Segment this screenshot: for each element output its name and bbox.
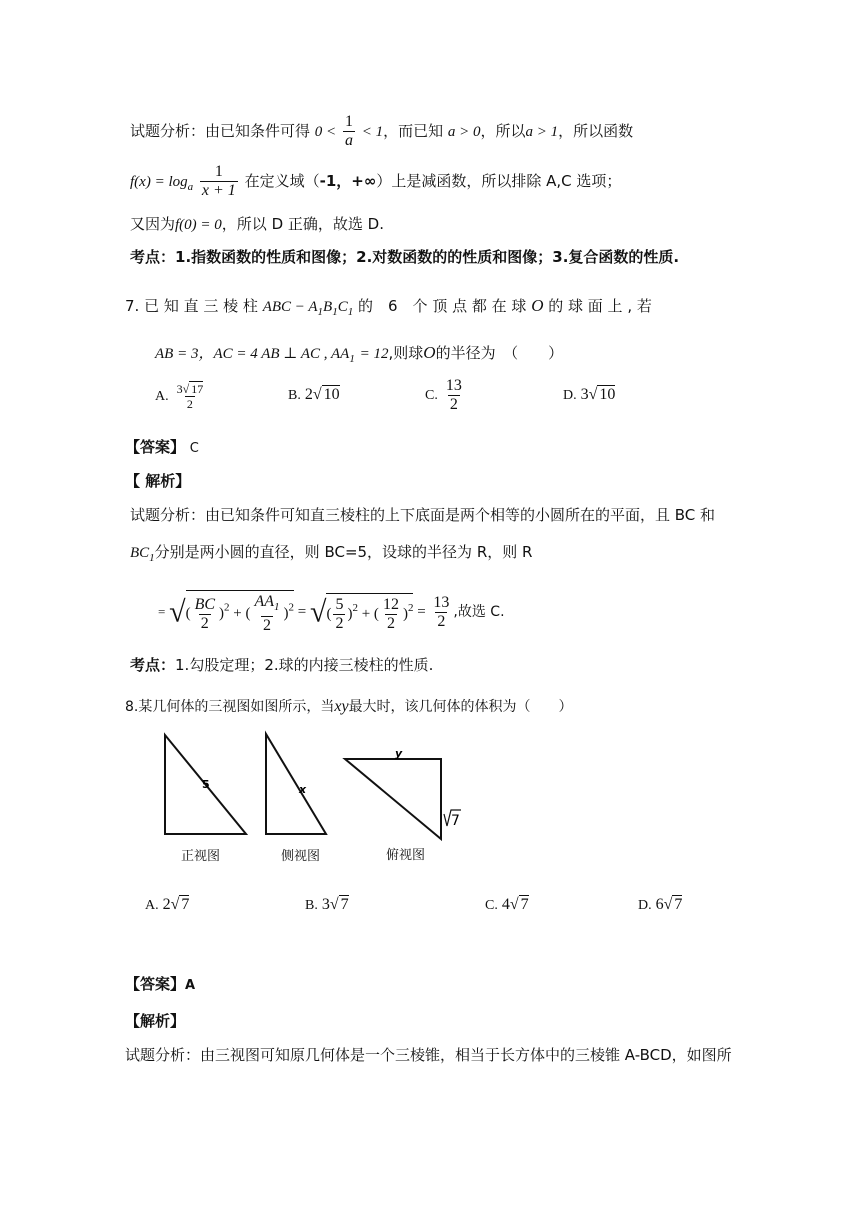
math-log-function: f(x) = log xyxy=(130,174,188,190)
answer-label: 【答案】 xyxy=(125,975,186,993)
equals-sign: = xyxy=(417,603,426,620)
top-view xyxy=(345,747,461,839)
text: 最大时，该几何体的体积为（ ） xyxy=(348,699,573,715)
key-points-line xyxy=(130,247,679,267)
q7-option-c[interactable] xyxy=(425,377,466,414)
top-view-triangle xyxy=(345,759,441,839)
exponent: 2 xyxy=(407,601,414,614)
fraction xyxy=(444,377,464,414)
answer-value: A xyxy=(185,978,196,993)
coefficient: 3 xyxy=(580,386,589,403)
q8-answer xyxy=(125,974,195,996)
text: ,则球 xyxy=(388,344,424,362)
subscript: 1 xyxy=(349,353,355,365)
denominator: 2 xyxy=(449,396,458,413)
denominator: 2 xyxy=(386,614,395,632)
q7-analysis-label: 【 解析】 xyxy=(125,472,191,490)
sqrt-symbol: √ xyxy=(310,595,327,629)
numerator-part: AA xyxy=(254,593,275,610)
domain-interval: -1，+∞ xyxy=(319,172,377,190)
top-view-side-label xyxy=(444,810,461,829)
text: ）上是减函数，所以排除 A,C 选项； xyxy=(376,172,622,190)
option-label: C. xyxy=(485,898,498,913)
text: 试题分析：由已知条件可得 xyxy=(130,122,311,140)
q7-formula xyxy=(158,590,505,635)
q7-stem-line-2 xyxy=(155,343,563,369)
radicand: 7 xyxy=(674,896,683,913)
option-label: D. xyxy=(563,388,577,403)
denominator: 2 xyxy=(186,397,193,411)
math-f0: f(0) = 0 xyxy=(175,217,222,233)
coefficient: 2 xyxy=(304,386,313,403)
numerator: 13 xyxy=(445,377,462,394)
subscript: 1 xyxy=(347,306,354,318)
text: ，所以函数 xyxy=(558,122,634,140)
math-part: C xyxy=(337,299,348,315)
numerator xyxy=(252,593,281,616)
radicand-group: ( $\frac{5}{2}$ )$^2$ + ( $\frac{12}{2}$ )$^2$ xyxy=(326,593,413,633)
exponent: 2 xyxy=(224,601,230,614)
numerator: 13 xyxy=(433,594,450,611)
exponent: 2 xyxy=(352,601,358,614)
text: 的 球 面 上 , 若 xyxy=(548,297,652,315)
option-label: B. xyxy=(288,388,301,403)
q7-stem-line-1 xyxy=(125,296,652,322)
q7-option-b[interactable]: B. 2√ 10 xyxy=(288,386,340,403)
option-label: A. xyxy=(155,389,169,405)
q8-analysis-line-1: 试题分析：由三视图可知原几何体是一个三棱锥，相当于长方体中的三棱锥 A-BCD，如图所 xyxy=(125,1046,732,1064)
math-bc1: BC xyxy=(130,545,150,561)
text: 的半径为 （ ） xyxy=(435,344,564,362)
radicand: 17 xyxy=(191,382,204,396)
math-sphere-o: O xyxy=(423,343,436,362)
denominator: 2 xyxy=(335,614,344,632)
text: 7. 已 知 直 三 棱 柱 xyxy=(125,297,258,315)
analysis-line-1 xyxy=(130,113,633,150)
option-label: A. xyxy=(145,898,159,913)
key-points-label: 考点： xyxy=(130,248,176,266)
key-points-text: 1.勾股定理；2.球的内接三棱柱的性质. xyxy=(175,656,434,674)
caption-top-view: 俯视图 xyxy=(386,848,426,863)
text: ，所以 xyxy=(480,122,526,140)
denominator: 2 xyxy=(200,614,209,632)
side-view-label: x xyxy=(299,783,307,796)
q7-answer xyxy=(125,437,199,459)
caption-side-view: 侧视图 xyxy=(281,849,321,864)
math-inequality-left: 0 < xyxy=(314,124,337,140)
fraction xyxy=(252,593,281,635)
denominator: 2 xyxy=(437,613,446,630)
text: 又因为 xyxy=(130,215,176,233)
radicand: 7 xyxy=(181,896,190,913)
log-base: a xyxy=(187,181,194,193)
math-inequality-right: < 1 xyxy=(361,124,384,140)
subscript: 1 xyxy=(149,552,155,564)
radicand-group: ( $\frac{BC}{2}$ )$^2$ + ( $\frac{AA_1}{2}$ )$^2$ xyxy=(186,590,294,635)
q8-option-c[interactable]: C. 4√ 7 xyxy=(485,896,529,913)
numerator: 5 xyxy=(335,595,344,613)
math-aa1-value: = 12 xyxy=(359,346,389,362)
text: ，所以 D 正确，故选 D. xyxy=(221,215,384,233)
caption-front-view: 正视图 xyxy=(181,849,221,864)
denominator: 2 xyxy=(263,617,271,634)
text: ，而已知 xyxy=(383,122,444,140)
math-conditions: AB = 3，AC = 4 AB ⊥ AC , AA xyxy=(155,346,350,362)
numerator: 1 xyxy=(214,163,223,180)
radicand: 7 xyxy=(340,896,349,913)
math-part: B xyxy=(323,299,333,315)
q8-option-a[interactable]: A. 2√ 7 xyxy=(145,896,190,913)
top-view-side-value: 7 xyxy=(451,813,460,829)
answer-value: C xyxy=(189,441,199,456)
math-a-gt-1: a > 1 xyxy=(525,124,559,140)
option-label: B. xyxy=(305,898,318,913)
subscript: 1 xyxy=(332,306,338,318)
analysis-line-3 xyxy=(130,214,384,235)
fraction-result xyxy=(431,594,451,631)
answer-label: 【答案】 xyxy=(125,438,186,456)
q8-stem xyxy=(125,697,573,717)
front-view xyxy=(165,735,246,834)
text: 的 6 个 顶 点 都 在 球 xyxy=(358,297,527,315)
option-label: D. xyxy=(638,898,652,913)
sqrt-symbol: √ xyxy=(169,595,186,629)
radicand: 7 xyxy=(520,896,529,913)
q7-analysis-line-1: 试题分析：由已知条件可知直三棱柱的上下底面是两个相等的小圆所在的平面，且 BC 和 xyxy=(130,506,716,524)
q8-option-d[interactable]: D. 6√ 7 xyxy=(638,896,683,913)
subscript: 1 xyxy=(274,601,280,613)
coefficient: 3 xyxy=(321,896,330,913)
side-view xyxy=(266,734,326,834)
fraction xyxy=(175,382,206,411)
text: 在定义域（ xyxy=(244,172,320,190)
text: 分别是两小圆的直径，则 BC=5，设球的半径为 R，则 R xyxy=(154,543,533,561)
numerator: 3√ 17 xyxy=(176,382,204,396)
subscript: 1 xyxy=(317,306,324,318)
text: ,故选 C. xyxy=(453,603,505,620)
fraction-1-over-a xyxy=(343,113,355,150)
math-prism-name xyxy=(262,299,354,318)
q7-analysis-line-2 xyxy=(130,542,532,568)
radicand: 10 xyxy=(599,386,616,403)
math-a-positive: a > 0 xyxy=(447,124,481,140)
math-xy: xy xyxy=(334,698,349,715)
q8-analysis-label: 【解析】 xyxy=(125,1012,186,1030)
top-view-label: y xyxy=(395,747,403,760)
fraction-1-over-x-plus-1 xyxy=(200,163,238,200)
q7-option-a[interactable] xyxy=(155,382,207,411)
equals-sign: = xyxy=(158,603,166,619)
coefficient: 2 xyxy=(162,896,171,913)
key-points-text: 1.指数函数的性质和图像；2.对数函数的的性质和图像；3.复合函数的性质. xyxy=(175,248,680,266)
coefficient: 3 xyxy=(176,382,183,396)
exponent: 2 xyxy=(288,601,295,614)
side-view-triangle xyxy=(266,734,326,834)
front-view-label: 5 xyxy=(202,778,210,791)
q7-option-d[interactable]: D. 3√ 10 xyxy=(563,386,616,403)
analysis-line-2 xyxy=(130,163,621,200)
text: 8.某几何体的三视图如图所示，当 xyxy=(125,699,335,715)
radicand: 10 xyxy=(323,386,340,403)
q8-option-b[interactable]: B. 3√ 7 xyxy=(305,896,349,913)
coefficient: 4 xyxy=(501,896,510,913)
denominator: a xyxy=(344,132,353,149)
option-label: C. xyxy=(425,388,438,404)
fraction xyxy=(333,596,345,633)
numerator: 1 xyxy=(344,113,353,130)
coefficient: 6 xyxy=(655,896,664,913)
math-part: ABC − A xyxy=(262,299,318,315)
q7-key-points xyxy=(130,655,433,675)
fraction xyxy=(381,596,401,633)
equals-sign: = xyxy=(297,603,307,620)
math-sphere-o: O xyxy=(531,296,544,315)
key-points-label: 考点： xyxy=(130,656,176,674)
numerator: BC xyxy=(194,595,216,613)
numerator: 12 xyxy=(382,595,399,613)
fraction xyxy=(193,596,217,633)
denominator: x + 1 xyxy=(201,182,236,199)
